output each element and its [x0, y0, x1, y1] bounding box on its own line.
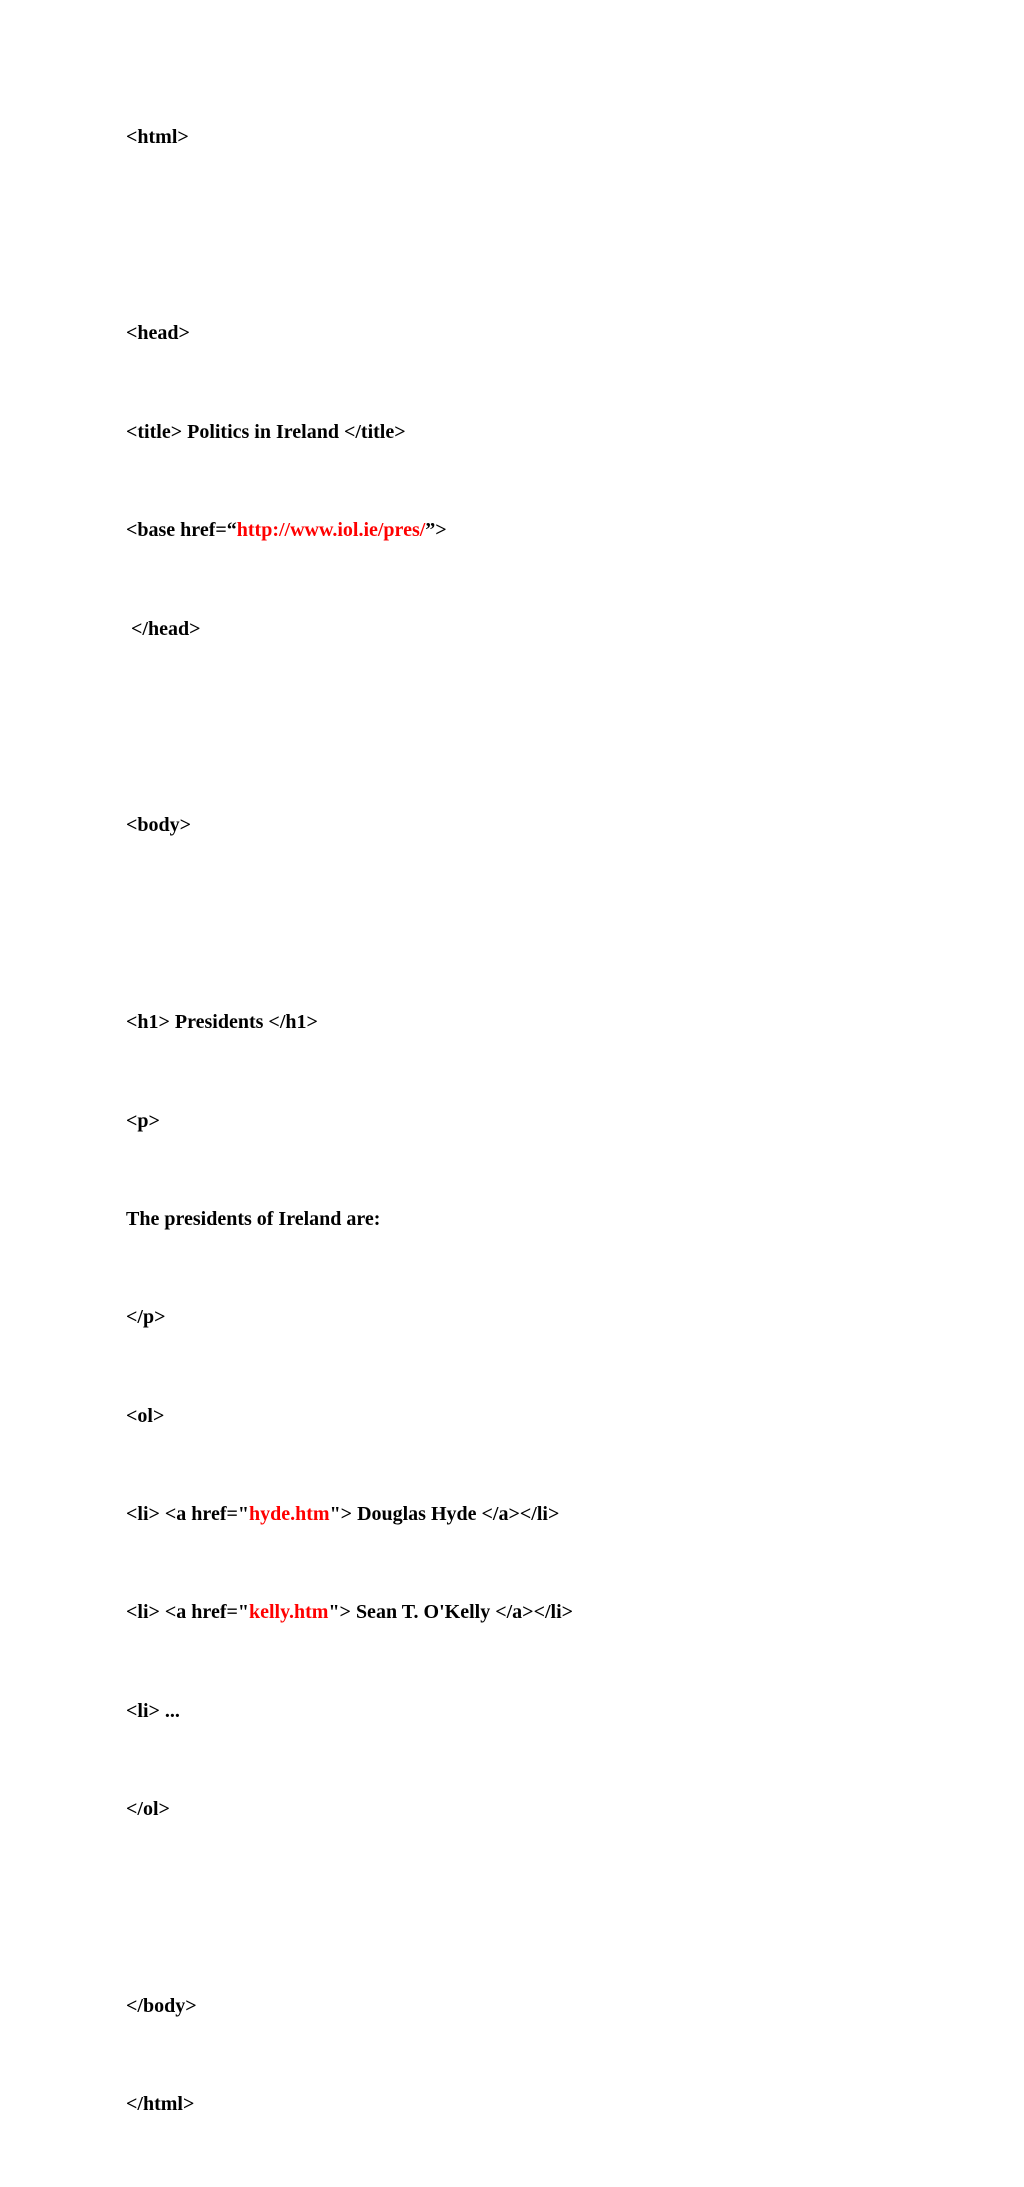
code-line-body-open: <body> — [126, 814, 192, 837]
code-line-li-ellipsis: <li> ... — [126, 1699, 180, 1722]
li1-prefix: <li> <a href=" — [126, 1503, 249, 1526]
code-line-body-close: </body> — [126, 1995, 197, 2018]
code-line-p-text: The presidents of Ireland are: — [126, 1207, 381, 1230]
code-line-base — [126, 514, 573, 547]
code-line-h1: <h1> Presidents </h1> — [126, 1011, 318, 1034]
li1-suffix: "> Douglas Hyde </a></li> — [329, 1503, 560, 1526]
code-line-li-kelly — [126, 1596, 573, 1629]
code-line-head-open: <head> — [126, 322, 190, 345]
base-prefix: <base href=“ — [126, 519, 237, 542]
code-line-html-close: </html> — [126, 2093, 195, 2116]
code-line-html-open: <html> — [126, 125, 189, 148]
code-line-ol-open: <ol> — [126, 1404, 165, 1427]
code-line-head-close: </head> — [126, 617, 201, 640]
code-line-blank — [126, 711, 573, 744]
code-line-blank — [126, 1892, 573, 1925]
code-line-p-open: <p> — [126, 1109, 160, 1132]
code-line-blank — [126, 219, 573, 252]
code-line-li-hyde — [126, 1498, 573, 1531]
code-line-p-close: </p> — [126, 1306, 166, 1329]
html-code-listing — [126, 55, 573, 2187]
li1-href: hyde.htm — [248, 1503, 330, 1526]
li2-prefix: <li> <a href=" — [126, 1601, 249, 1624]
code-line-title: <title> Politics in Ireland </title> — [126, 420, 406, 443]
li2-href: kelly.htm — [248, 1601, 329, 1624]
code-line-ol-close: </ol> — [126, 1798, 170, 1821]
base-url: http://www.iol.ie/pres/ — [236, 519, 426, 542]
code-line-blank — [126, 908, 573, 941]
li2-suffix: "> Sean T. O'Kelly </a></li> — [328, 1601, 574, 1624]
base-suffix: ”> — [425, 519, 447, 542]
